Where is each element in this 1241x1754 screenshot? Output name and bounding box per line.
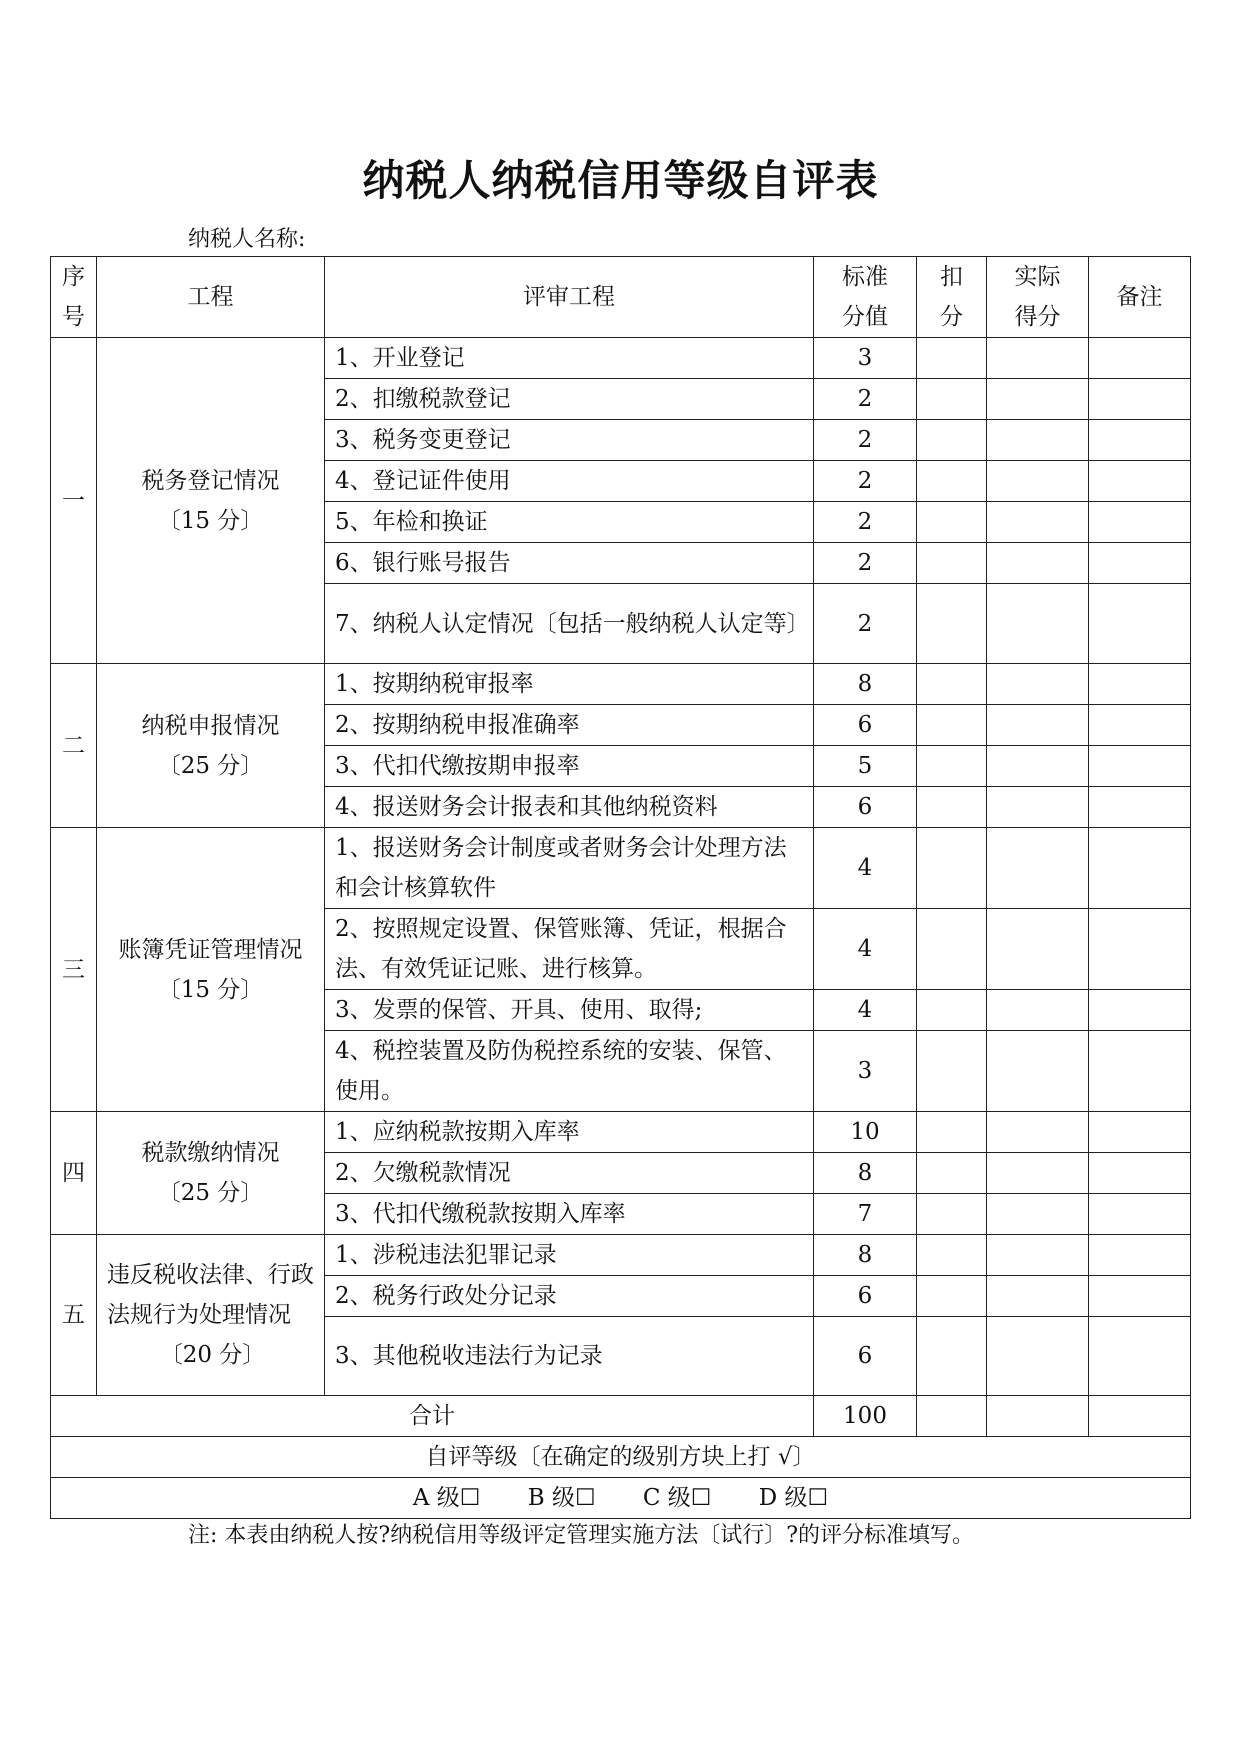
grade-b-checkbox[interactable]: B 级☐ xyxy=(527,1485,596,1511)
actual-score-cell[interactable] xyxy=(987,1031,1089,1112)
section-number: 三 xyxy=(51,828,97,1112)
standard-score: 4 xyxy=(814,990,917,1031)
review-item: 4、登记证件使用 xyxy=(325,461,814,502)
standard-score: 2 xyxy=(814,584,917,664)
deduct-cell[interactable] xyxy=(917,338,987,379)
review-item: 2、欠缴税款情况 xyxy=(325,1153,814,1194)
remark-cell[interactable] xyxy=(1089,1276,1191,1317)
review-item: 4、税控装置及防伪税控系统的安装、保管、使用。 xyxy=(325,1031,814,1112)
deduct-cell[interactable] xyxy=(917,1235,987,1276)
standard-score: 3 xyxy=(814,1031,917,1112)
grade-d-checkbox[interactable]: D 级☐ xyxy=(758,1485,829,1511)
review-item: 3、代扣代缴税款按期入库率 xyxy=(325,1194,814,1235)
grade-options xyxy=(51,1478,1191,1519)
deduct-cell[interactable] xyxy=(917,584,987,664)
review-item: 6、银行账号报告 xyxy=(325,543,814,584)
taxpayer-name-label: 纳税人名称: xyxy=(188,227,306,252)
remark-cell[interactable] xyxy=(1089,664,1191,705)
remark-cell[interactable] xyxy=(1089,909,1191,990)
total-deduct-cell[interactable] xyxy=(917,1396,987,1437)
standard-score: 4 xyxy=(814,828,917,909)
section-name: 税务登记情况 〔15 分〕 xyxy=(97,338,325,664)
total-remark-cell[interactable] xyxy=(1089,1396,1191,1437)
actual-score-cell[interactable] xyxy=(987,705,1089,746)
review-item: 1、涉税违法犯罪记录 xyxy=(325,1235,814,1276)
total-label: 合计 xyxy=(51,1396,814,1437)
header-deduct: 扣 分 xyxy=(917,257,987,338)
section-name: 税款缴纳情况 〔25 分〕 xyxy=(97,1112,325,1235)
remark-cell[interactable] xyxy=(1089,543,1191,584)
section-number: 四 xyxy=(51,1112,97,1235)
review-item: 2、按期纳税申报准确率 xyxy=(325,705,814,746)
deduct-cell[interactable] xyxy=(917,379,987,420)
section-number: 五 xyxy=(51,1235,97,1396)
actual-score-cell[interactable] xyxy=(987,420,1089,461)
review-item: 1、开业登记 xyxy=(325,338,814,379)
remark-cell[interactable] xyxy=(1089,338,1191,379)
table-row xyxy=(51,828,1191,909)
standard-score: 7 xyxy=(814,1194,917,1235)
actual-score-cell[interactable] xyxy=(987,909,1089,990)
section-name: 纳税申报情况 〔25 分〕 xyxy=(97,664,325,828)
remark-cell[interactable] xyxy=(1089,379,1191,420)
review-item: 1、报送财务会计制度或者财务会计处理方法和会计核算软件 xyxy=(325,828,814,909)
review-item: 5、年检和换证 xyxy=(325,502,814,543)
actual-score-cell[interactable] xyxy=(987,1194,1089,1235)
deduct-cell[interactable] xyxy=(917,1194,987,1235)
remark-cell[interactable] xyxy=(1089,705,1191,746)
review-item: 3、其他税收违法行为记录 xyxy=(325,1317,814,1396)
self-grade-label: 自评等级〔在确定的级别方块上打 √〕 xyxy=(51,1437,1191,1478)
remark-cell[interactable] xyxy=(1089,1194,1191,1235)
table-row xyxy=(51,1112,1191,1153)
deduct-cell[interactable] xyxy=(917,990,987,1031)
remark-cell[interactable] xyxy=(1089,1235,1191,1276)
remark-cell[interactable] xyxy=(1089,1112,1191,1153)
footnote: 注: 本表由纳税人按?纳税信用等级评定管理实施方法〔试行〕?的评分标准填写。 xyxy=(188,1523,974,1548)
actual-score-cell[interactable] xyxy=(987,338,1089,379)
standard-score: 2 xyxy=(814,543,917,584)
standard-score: 2 xyxy=(814,420,917,461)
section-name: 违反税收法律、行政法规行为处理情况 〔20 分〕 xyxy=(97,1235,325,1396)
actual-score-cell[interactable] xyxy=(987,379,1089,420)
header-row xyxy=(51,257,1191,338)
self-grade-row xyxy=(51,1437,1191,1478)
deduct-cell[interactable] xyxy=(917,664,987,705)
deduct-cell[interactable] xyxy=(917,502,987,543)
actual-score-cell[interactable] xyxy=(987,746,1089,787)
deduct-cell[interactable] xyxy=(917,787,987,828)
review-item: 2、按照规定设置、保管账簿、凭证，根据合法、有效凭证记账、进行核算。 xyxy=(325,909,814,990)
remark-cell[interactable] xyxy=(1089,502,1191,543)
standard-score: 2 xyxy=(814,461,917,502)
actual-score-cell[interactable] xyxy=(987,664,1089,705)
actual-score-cell[interactable] xyxy=(987,990,1089,1031)
standard-score: 6 xyxy=(814,1317,917,1396)
standard-score: 5 xyxy=(814,746,917,787)
deduct-cell[interactable] xyxy=(917,1317,987,1396)
review-item: 3、代扣代缴按期申报率 xyxy=(325,746,814,787)
deduct-cell[interactable] xyxy=(917,1153,987,1194)
review-item: 3、税务变更登记 xyxy=(325,420,814,461)
deduct-cell[interactable] xyxy=(917,420,987,461)
grade-a-checkbox[interactable]: A 级☐ xyxy=(412,1485,481,1511)
total-score: 100 xyxy=(814,1396,917,1437)
deduct-cell[interactable] xyxy=(917,909,987,990)
table-row xyxy=(51,338,1191,379)
section-number: 二 xyxy=(51,664,97,828)
actual-score-cell[interactable] xyxy=(987,1317,1089,1396)
actual-score-cell[interactable] xyxy=(987,502,1089,543)
deduct-cell[interactable] xyxy=(917,1276,987,1317)
page-title: 纳税人纳税信用等级自评表 xyxy=(362,156,879,205)
header-seq: 序 号 xyxy=(51,257,97,338)
actual-score-cell[interactable] xyxy=(987,1153,1089,1194)
standard-score: 2 xyxy=(814,379,917,420)
table-row xyxy=(51,664,1191,705)
header-item: 工程 xyxy=(97,257,325,338)
actual-score-cell[interactable] xyxy=(987,787,1089,828)
grade-c-checkbox[interactable]: C 级☐ xyxy=(642,1485,712,1511)
standard-score: 8 xyxy=(814,1235,917,1276)
review-item: 2、税务行政处分记录 xyxy=(325,1276,814,1317)
actual-score-cell[interactable] xyxy=(987,1276,1089,1317)
header-actual: 实际 得分 xyxy=(987,257,1089,338)
section-name: 账簿凭证管理情况 〔15 分〕 xyxy=(97,828,325,1112)
actual-score-cell[interactable] xyxy=(987,461,1089,502)
standard-score: 6 xyxy=(814,1276,917,1317)
header-remark: 备注 xyxy=(1089,257,1191,338)
header-standard: 标准 分值 xyxy=(814,257,917,338)
actual-score-cell[interactable] xyxy=(987,584,1089,664)
remark-cell[interactable] xyxy=(1089,828,1191,909)
remark-cell[interactable] xyxy=(1089,420,1191,461)
remark-cell[interactable] xyxy=(1089,1153,1191,1194)
section-number: 一 xyxy=(51,338,97,664)
standard-score: 10 xyxy=(814,1112,917,1153)
standard-score: 8 xyxy=(814,1153,917,1194)
deduct-cell[interactable] xyxy=(917,746,987,787)
remark-cell[interactable] xyxy=(1089,746,1191,787)
deduct-cell[interactable] xyxy=(917,1112,987,1153)
review-item: 1、按期纳税审报率 xyxy=(325,664,814,705)
evaluation-table xyxy=(50,256,1191,1519)
standard-score: 3 xyxy=(814,338,917,379)
deduct-cell[interactable] xyxy=(917,705,987,746)
standard-score: 2 xyxy=(814,502,917,543)
actual-score-cell[interactable] xyxy=(987,1235,1089,1276)
review-item: 7、纳税人认定情况〔包括一般纳税人认定等〕 xyxy=(325,584,814,664)
table-row xyxy=(51,1235,1191,1276)
deduct-cell[interactable] xyxy=(917,1031,987,1112)
remark-cell[interactable] xyxy=(1089,787,1191,828)
review-item: 1、应纳税款按期入库率 xyxy=(325,1112,814,1153)
remark-cell[interactable] xyxy=(1089,990,1191,1031)
grade-options-row xyxy=(51,1478,1191,1519)
total-actual-cell[interactable] xyxy=(987,1396,1089,1437)
standard-score: 4 xyxy=(814,909,917,990)
standard-score: 6 xyxy=(814,705,917,746)
review-item: 2、扣缴税款登记 xyxy=(325,379,814,420)
remark-cell[interactable] xyxy=(1089,1031,1191,1112)
header-review: 评审工程 xyxy=(325,257,814,338)
total-row xyxy=(51,1396,1191,1437)
actual-score-cell[interactable] xyxy=(987,543,1089,584)
deduct-cell[interactable] xyxy=(917,828,987,909)
remark-cell[interactable] xyxy=(1089,584,1191,664)
remark-cell[interactable] xyxy=(1089,461,1191,502)
actual-score-cell[interactable] xyxy=(987,1112,1089,1153)
deduct-cell[interactable] xyxy=(917,543,987,584)
review-item: 4、报送财务会计报表和其他纳税资料 xyxy=(325,787,814,828)
actual-score-cell[interactable] xyxy=(987,828,1089,909)
deduct-cell[interactable] xyxy=(917,461,987,502)
standard-score: 6 xyxy=(814,787,917,828)
standard-score: 8 xyxy=(814,664,917,705)
remark-cell[interactable] xyxy=(1089,1317,1191,1396)
review-item: 3、发票的保管、开具、使用、取得; xyxy=(325,990,814,1031)
